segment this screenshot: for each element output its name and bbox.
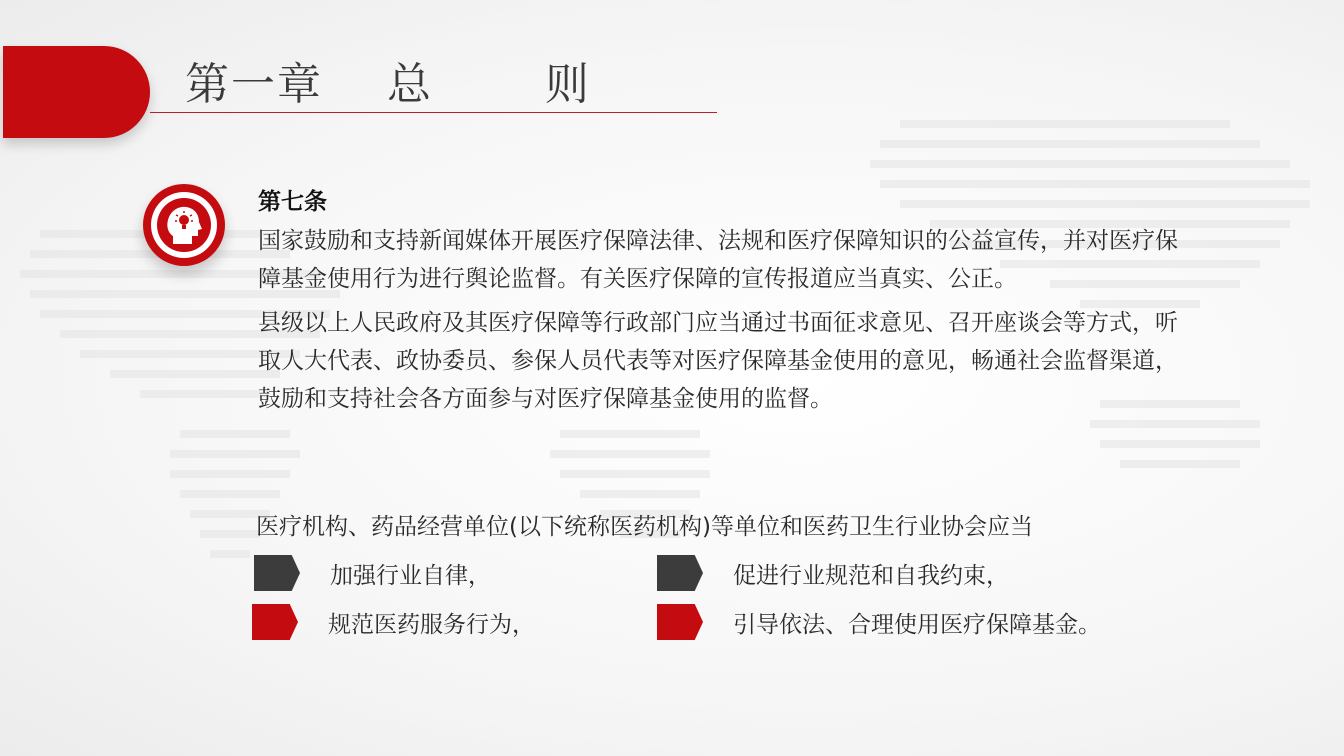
- head-lightbulb-icon: [143, 184, 225, 266]
- article-body: [258, 186, 1188, 424]
- page-title: 第一章 总 则: [185, 59, 591, 110]
- bullet-item: [254, 555, 491, 591]
- article-paragraph-2: 县级以上人民政府及其医疗保障等行政部门应当通过书面征求意见、召开座谈会等方式，听取人大代表、政协委员、参保人员代表等对医疗保障基金使用的意见，畅通社会监督渠道，鼓励和支持社会各方面参与对医疗保障基金使用的监督。: [258, 310, 1178, 412]
- arrow-tag-icon: [657, 555, 703, 591]
- title-underline: [150, 112, 717, 113]
- bullet-text: 引导依法、合理使用医疗保障基金。: [733, 611, 1101, 638]
- title-tab-accent: [3, 46, 150, 138]
- bullet-text: 规范医药服务行为，: [328, 611, 535, 638]
- bullet-text: 促进行业规范和自我约束，: [733, 562, 1009, 589]
- arrow-tag-icon: [252, 604, 298, 640]
- article-badge: [143, 184, 225, 266]
- article-paragraph-1: 国家鼓励和支持新闻媒体开展医疗保障法律、法规和医疗保障知识的公益宣传，并对医疗保障基金使用行为进行舆论监督。有关医疗保障的宣传报道应当真实、公正。: [258, 228, 1178, 292]
- article-heading: 第七条: [258, 189, 327, 215]
- arrow-tag-icon: [657, 604, 703, 640]
- arrow-tag-icon: [254, 555, 300, 591]
- bullet-item: [657, 604, 1101, 640]
- article-intro: 医疗机构、药品经营单位(以下统称医药机构)等单位和医药卫生行业协会应当: [256, 514, 1033, 540]
- bullet-item: [252, 604, 535, 640]
- bullet-item: [657, 555, 1009, 591]
- bullet-text: 加强行业自律，: [330, 562, 491, 589]
